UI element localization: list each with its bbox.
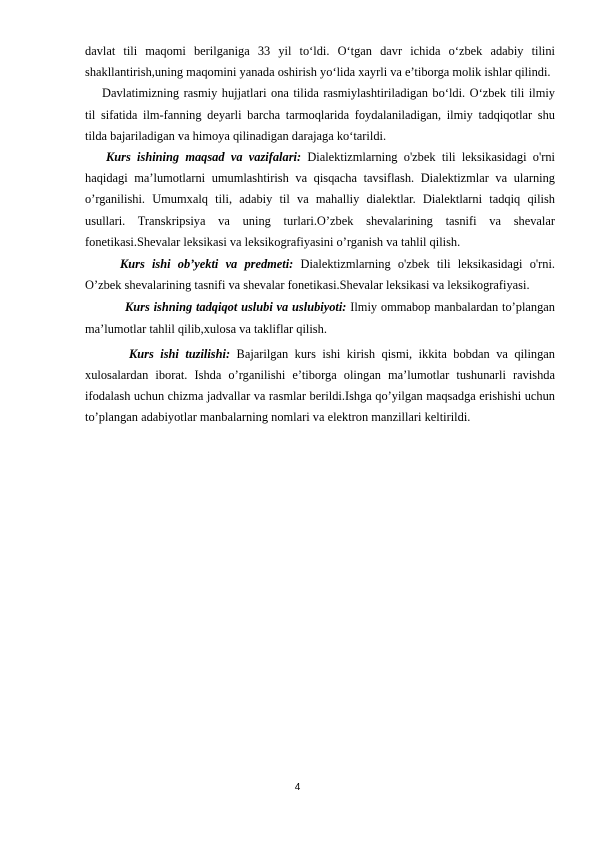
paragraph-text: Ilmiy ommabop manbalardan to’plangan ma’lumotlar tahlil qilib,xulosa va takliflar qilish. xyxy=(85,300,556,336)
section-heading-structure: Kurs ishi tuzilishi: xyxy=(129,346,231,361)
section-heading-object: Kurs ishi ob’yekti va predmeti: xyxy=(120,257,294,272)
paragraph-research-method xyxy=(85,297,555,339)
paragraph-goals-tasks xyxy=(85,147,555,253)
section-heading-goals: Kurs ishining maqsad va vazifalari: xyxy=(106,150,302,165)
section-heading-method: Kurs ishning tadqiqot uslubi va uslubiyoti: xyxy=(125,300,347,315)
paragraph-text: Bajarilgan kurs ishi kirish qismi, ikkita bobdan va qilingan xulosalardan iborat. Ishda o’rganilishi e’tiborga olingan ma’lumotlar tushunarli ravishda ifodalash uchun chizma jadvallar va rasmlar berildi.Ishga qo’yilgan maqsadga erishishi uchun to’plangan adabiyotlar manbalarning nomlari va elektron manzillari keltirildi. xyxy=(85,346,555,425)
paragraph-official-documents xyxy=(85,83,555,147)
paragraph-structure xyxy=(85,344,555,429)
body-text xyxy=(85,41,555,429)
paragraph-state-language xyxy=(85,41,555,83)
paragraph-text: Davlatimizning rasmiy hujjatlari ona tilida rasmiylashtiriladigan bo‘ldi. O‘zbek tili ilmiy til sifatida ilm-fanning deyarli barcha tarmoqlarida foydalaniladigan, ilmiy tadqiqotlar shu tilda bajariladigan va himoya qilinadigan darajaga ko‘tarildi. xyxy=(85,86,555,143)
paragraph-object-subject xyxy=(85,254,555,296)
paragraph-text: Dialektizmlarning o'zbek tili leksikasidagi o'rni. O’zbek shevalarining tasnifi va shevalar fonetikasi.Shevalar leksikasi va leksikografiyasi. xyxy=(85,257,555,293)
page-number: 4 xyxy=(294,782,301,793)
paragraph-text: davlat tili maqomi berilganiga 33 yil to‘ldi. O‘tgan davr ichida o‘zbek adabiy tilini shakllantirish,uning maqomini yanada oshirish yo‘lida xayrli va e’tiborga molik ishlar qilindi. xyxy=(85,44,555,80)
paragraph-text: Dialektizmlarning o'zbek tili leksikasidagi o'rni haqidagi ma’lumotlarni umumlashtirish va qisqacha tavsiflash. Dialektizmlar va ularning o’rganilishi. Umumxalq tili, adabiy til va mahalliy dialektlar. Dialektlarni tadqiq qilish usullari. Transkripsiya va uning turlari.O’zbek shevalarining tasnifi va shevalar fonetikasi.Shevalar leksikasi va leksikografiyasini o’rganish va tahlil qilish. xyxy=(85,150,555,249)
